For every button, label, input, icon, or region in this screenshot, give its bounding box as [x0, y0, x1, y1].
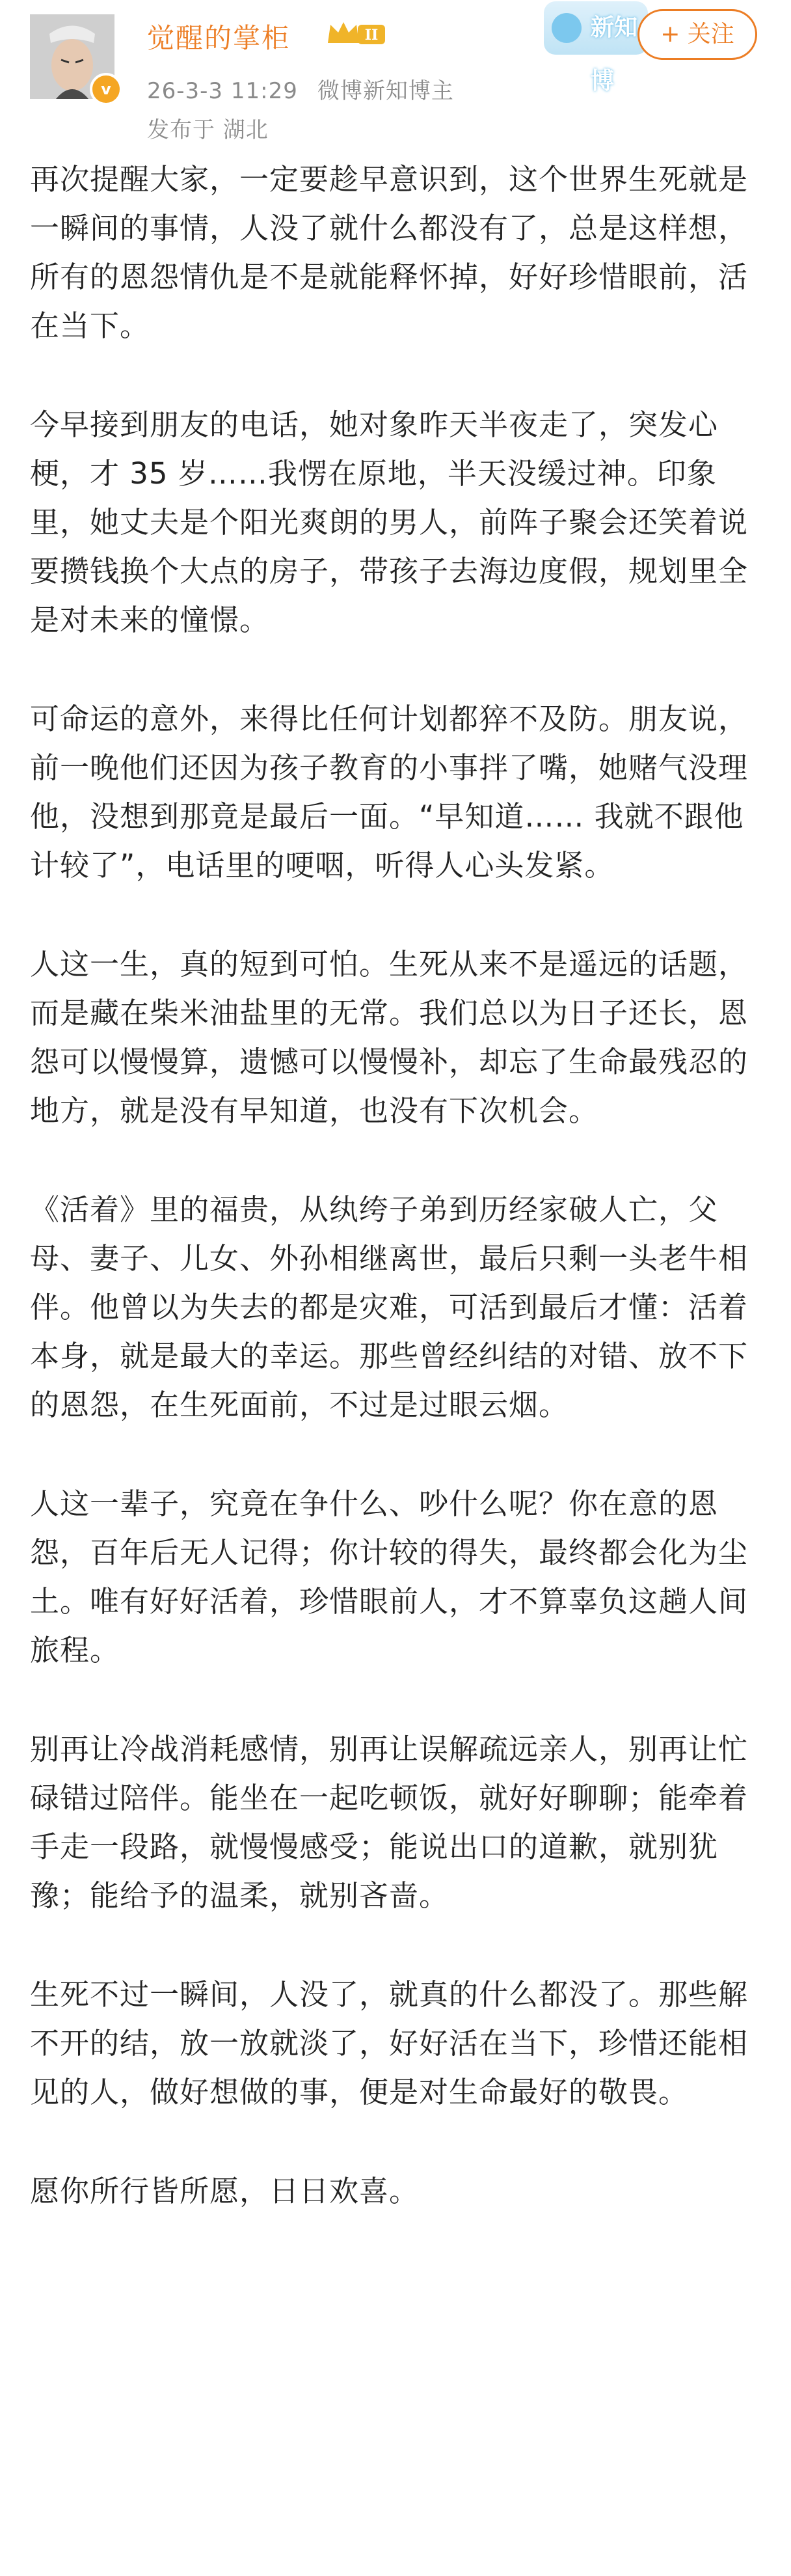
username[interactable]: 觉醒的掌柜: [147, 22, 291, 54]
paragraph-4: 人这一生，真的短到可怕。生死从来不是遥远的话题，而是藏在柴米油盐里的无常。我们总以为日子还长，恩怨可以慢慢算，遗憾可以慢慢补，却忘了生命最残忍的地方，就是没有早知道，也没有下次机会。: [30, 947, 749, 1128]
post-header: [0, 0, 791, 156]
post-meta: [147, 73, 454, 105]
new-badge-text: 新知博: [591, 14, 638, 94]
timestamp: 26-3-3 11:29: [147, 78, 298, 104]
xinzhi-badge-icon: [544, 1, 648, 94]
follow-button[interactable]: + 关注: [637, 9, 757, 60]
paragraph-7: 别再让冷战消耗感情，别再让误解疏远亲人，别再让忙碌错过陪伴。能坐在一起吃顿饭，就好好聊聊；能牵着手走一段路，就慢慢感受；能说出口的道歉，就别犹豫；能给予的温柔，就别吝啬。: [30, 1732, 749, 1913]
paragraph-2: 今早接到朋友的电话，她对象昨天半夜走了，突发心梗，才 35 岁……我愣在原地，半天没缓过神。印象里，她丈夫是个阳光爽朗的男人，前阵子聚会还笑着说要攒钱换个大点的房子，带孩子去海边度假，规划里全是对未来的憧憬。: [30, 407, 749, 637]
paragraph-5: 《活着》里的福贵，从纨绔子弟到历经家破人亡，父母、妻子、儿女、外孙相继离世，最后只剩一头老牛相伴。他曾以为失去的都是灾难，可活到最后才懂：活着本身，就是最大的幸运。那些曾经纠结的对错、放不下的恩怨，在生死面前，不过是过眼云烟。: [30, 1192, 749, 1422]
paragraph-3: 可命运的意外，来得比任何计划都猝不及防。朋友说，前一晚他们还因为孩子教育的小事拌了嘴，她赌气没理他，没想到那竟是最后一面。“早知道…… 我就不跟他计较了”，电话里的哽咽，听得人心头发紧。: [30, 702, 749, 883]
paragraph-8: 生死不过一瞬间，人没了，就真的什么都没了。那些解不开的结，放一放就淡了，好好活在当下，珍惜还能相见的人，做好想做的事，便是对生命最好的敬畏。: [30, 1977, 749, 2109]
badge-circle-icon: [552, 13, 582, 43]
paragraph-6: 人这一辈子，究竟在争什么、吵什么呢？你在意的恩怨，百年后无人记得；你计较的得失，最终都会化为尘土。唯有好好活着，珍惜眼前人，才不算辜负这趟人间旅程。: [30, 1487, 749, 1667]
source-label: 微博新知博主: [317, 78, 454, 104]
paragraph-1: 再次提醒大家，一定要趁早意识到，这个世界生死就是一瞬间的事情，人没了就什么都没有了，总是这样想，所有的恩怨情仇是不是就能释怀掉，好好珍惜眼前，活在当下。: [30, 162, 749, 343]
paragraph-9: 愿你所行皆所愿，日日欢喜。: [30, 2174, 420, 2208]
level-badge-text: II: [364, 27, 379, 44]
level-crown-icon: [325, 20, 388, 48]
location: 发布于 湖北: [147, 117, 269, 143]
post-content: [30, 155, 771, 2266]
verified-badge-icon: v: [90, 73, 122, 105]
